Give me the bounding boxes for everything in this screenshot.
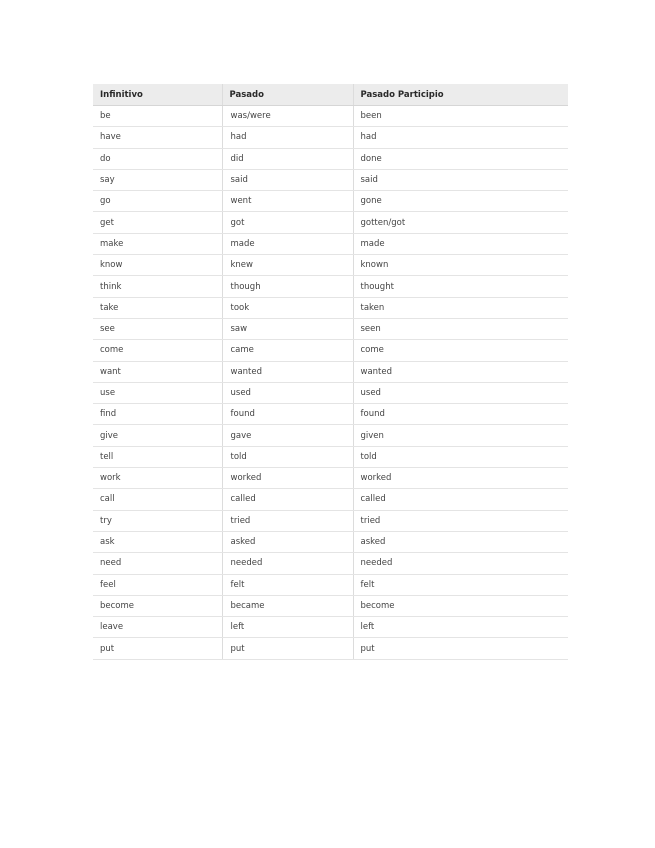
pasado-participio-cell: come [353, 340, 568, 361]
infinitivo-cell: put [93, 638, 222, 659]
pasado-cell: got [222, 212, 353, 233]
infinitivo-cell: work [93, 468, 222, 489]
table-row [93, 212, 568, 233]
infinitivo-cell: call [93, 489, 222, 510]
table-row [93, 468, 568, 489]
pasado-participio-cell: put [353, 638, 568, 659]
pasado-participio-cell: known [353, 255, 568, 276]
infinitivo-cell: take [93, 297, 222, 318]
pasado-cell: called [222, 489, 353, 510]
infinitivo-cell: go [93, 191, 222, 212]
irregular-verbs-table [93, 84, 568, 660]
infinitivo-cell: ask [93, 531, 222, 552]
table-row [93, 127, 568, 148]
pasado-participio-cell: gone [353, 191, 568, 212]
pasado-cell: saw [222, 318, 353, 339]
pasado-participio-cell: used [353, 382, 568, 403]
header-pasado-participio: Pasado Participio [353, 84, 568, 106]
header-pasado: Pasado [222, 84, 353, 106]
table-row [93, 617, 568, 638]
pasado-participio-cell: left [353, 617, 568, 638]
pasado-cell: told [222, 446, 353, 467]
pasado-cell: came [222, 340, 353, 361]
pasado-participio-cell: given [353, 425, 568, 446]
infinitivo-cell: find [93, 404, 222, 425]
table-row [93, 404, 568, 425]
pasado-participio-cell: been [353, 106, 568, 127]
table-row [93, 191, 568, 212]
pasado-cell: was/were [222, 106, 353, 127]
table-row [93, 106, 568, 127]
infinitivo-cell: say [93, 169, 222, 190]
pasado-cell: made [222, 233, 353, 254]
pasado-participio-cell: thought [353, 276, 568, 297]
pasado-cell: asked [222, 531, 353, 552]
table-header-row [93, 84, 568, 106]
pasado-cell: said [222, 169, 353, 190]
header-infinitivo: Infinitivo [93, 84, 222, 106]
table-row [93, 276, 568, 297]
pasado-participio-cell: told [353, 446, 568, 467]
pasado-participio-cell: taken [353, 297, 568, 318]
pasado-participio-cell: tried [353, 510, 568, 531]
table-row [93, 553, 568, 574]
pasado-cell: became [222, 595, 353, 616]
pasado-cell: tried [222, 510, 353, 531]
infinitivo-cell: use [93, 382, 222, 403]
pasado-participio-cell: asked [353, 531, 568, 552]
table-body [93, 106, 568, 660]
table-row [93, 255, 568, 276]
infinitivo-cell: see [93, 318, 222, 339]
infinitivo-cell: be [93, 106, 222, 127]
infinitivo-cell: make [93, 233, 222, 254]
pasado-participio-cell: felt [353, 574, 568, 595]
infinitivo-cell: want [93, 361, 222, 382]
pasado-cell: gave [222, 425, 353, 446]
pasado-cell: felt [222, 574, 353, 595]
pasado-participio-cell: seen [353, 318, 568, 339]
pasado-participio-cell: gotten/got [353, 212, 568, 233]
infinitivo-cell: think [93, 276, 222, 297]
table-row [93, 233, 568, 254]
pasado-participio-cell: had [353, 127, 568, 148]
pasado-participio-cell: become [353, 595, 568, 616]
infinitivo-cell: try [93, 510, 222, 531]
pasado-participio-cell: made [353, 233, 568, 254]
infinitivo-cell: tell [93, 446, 222, 467]
pasado-cell: needed [222, 553, 353, 574]
table-row [93, 340, 568, 361]
pasado-cell: found [222, 404, 353, 425]
infinitivo-cell: get [93, 212, 222, 233]
infinitivo-cell: have [93, 127, 222, 148]
table-row [93, 425, 568, 446]
pasado-cell: put [222, 638, 353, 659]
pasado-cell: went [222, 191, 353, 212]
pasado-cell: took [222, 297, 353, 318]
infinitivo-cell: leave [93, 617, 222, 638]
table-row [93, 638, 568, 659]
table-row [93, 148, 568, 169]
table-row [93, 595, 568, 616]
pasado-cell: left [222, 617, 353, 638]
pasado-participio-cell: said [353, 169, 568, 190]
table-row [93, 297, 568, 318]
table-row [93, 169, 568, 190]
pasado-cell: used [222, 382, 353, 403]
pasado-participio-cell: found [353, 404, 568, 425]
pasado-cell: had [222, 127, 353, 148]
table-row [93, 574, 568, 595]
table-row [93, 382, 568, 403]
infinitivo-cell: give [93, 425, 222, 446]
infinitivo-cell: do [93, 148, 222, 169]
table-row [93, 446, 568, 467]
pasado-cell: though [222, 276, 353, 297]
pasado-cell: worked [222, 468, 353, 489]
pasado-cell: wanted [222, 361, 353, 382]
table-row [93, 318, 568, 339]
pasado-cell: did [222, 148, 353, 169]
infinitivo-cell: feel [93, 574, 222, 595]
pasado-participio-cell: wanted [353, 361, 568, 382]
infinitivo-cell: come [93, 340, 222, 361]
table-row [93, 361, 568, 382]
pasado-participio-cell: done [353, 148, 568, 169]
infinitivo-cell: need [93, 553, 222, 574]
infinitivo-cell: become [93, 595, 222, 616]
table-row [93, 489, 568, 510]
table-row [93, 510, 568, 531]
pasado-participio-cell: needed [353, 553, 568, 574]
table-row [93, 531, 568, 552]
pasado-cell: knew [222, 255, 353, 276]
pasado-participio-cell: worked [353, 468, 568, 489]
pasado-participio-cell: called [353, 489, 568, 510]
infinitivo-cell: know [93, 255, 222, 276]
